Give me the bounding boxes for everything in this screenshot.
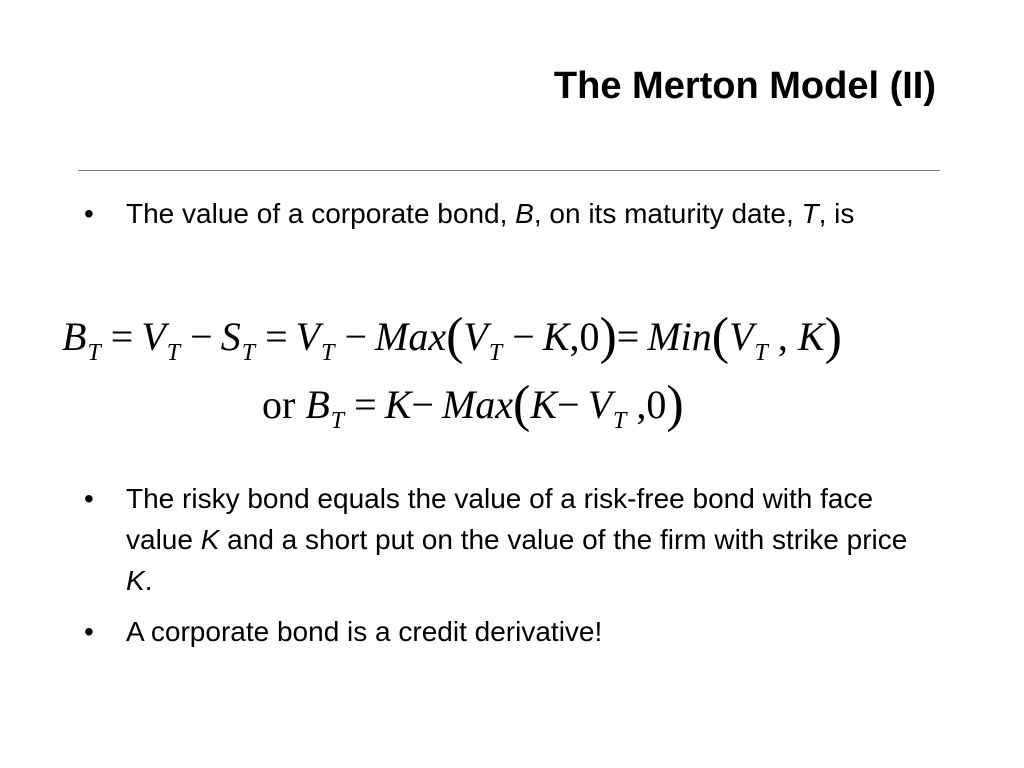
bullet-item [84,611,924,652]
equation-line-1: $B_T = V_T - S_T = V_T - Max(V_T - K,0)= Min(V_T$ , K) [62,308,842,366]
equation-line-2: or $B_T = K- Max(K- V_T$ ,0) [262,376,684,434]
title-divider [78,170,940,171]
var-t: T [801,198,819,229]
bullet-icon: • [84,483,94,514]
bullet-icon: • [84,616,94,647]
bullet-item [84,478,924,601]
var-k: K [200,524,220,555]
bullet-text: A corporate bond is a credit derivative! [126,616,603,647]
bullet-text: The value of a corporate bond, B, on its maturity date, T, is [126,198,855,229]
slide-title: The Merton Model (II) [553,65,936,107]
bullet-item [84,193,884,234]
var-k: K [126,565,145,596]
bullet-text: The risky bond equals the value of a risk-free bond with face value K and a short put on the value of the firm with strike price K. [126,483,908,596]
bullet-icon: • [84,198,94,229]
var-b: B [515,198,534,229]
